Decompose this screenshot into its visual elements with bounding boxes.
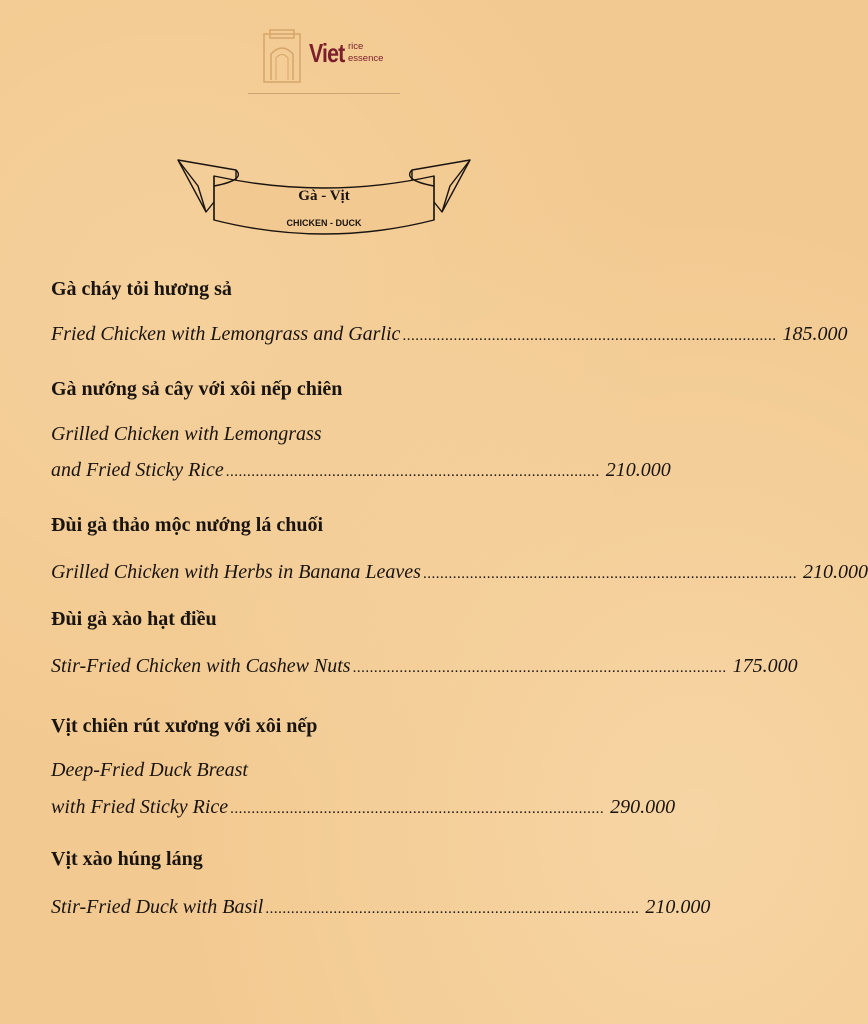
logo-wordmark: Viet — [309, 38, 345, 68]
house-frame-icon — [262, 28, 302, 84]
dish-name-en: Deep-Fried Duck Breast — [51, 759, 248, 781]
dot-leader: ........................................................................................ — [225, 464, 600, 480]
dish-name-en: Grilled Chicken with Lemongrass — [51, 423, 322, 445]
dish-row — [51, 655, 798, 678]
dish-name-en: Grilled Chicken with Herbs in Banana Leaves — [51, 561, 421, 583]
dot-leader: ........................................................................................ — [422, 566, 797, 582]
dish-price: 210.000 — [605, 459, 671, 481]
dish-price: 210.000 — [645, 896, 711, 918]
dot-leader: ........................................................................................ — [352, 660, 727, 676]
dish-price: 185.000 — [782, 323, 848, 345]
dish-name-vn: Đùi gà xào hạt điều — [51, 608, 217, 630]
section-subtitle: CHICKEN - DUCK — [286, 218, 362, 228]
dish-name-en: Fried Chicken with Lemongrass and Garlic — [51, 323, 401, 345]
dish-price: 210.000 — [802, 561, 868, 583]
dish-row — [51, 896, 711, 919]
restaurant-logo — [262, 28, 402, 88]
dot-leader: ........................................................................................ — [230, 801, 605, 817]
dot-leader: ........................................................................................ — [265, 901, 640, 917]
logo-tagline-bottom: essence — [348, 53, 384, 64]
logo-tagline-top: rice — [348, 41, 364, 52]
dish-name-vn: Gà cháy tỏi hương sả — [51, 278, 232, 300]
dish-name-en: and Fried Sticky Rice — [51, 459, 224, 481]
dish-price: 175.000 — [732, 655, 798, 677]
dish-name-vn: Vịt xào húng láng — [51, 848, 203, 870]
dish-name-en: Stir-Fried Duck with Basil — [51, 896, 264, 918]
dish-row — [51, 796, 676, 819]
dish-name-en: with Fried Sticky Rice — [51, 796, 229, 818]
dot-leader: ........................................................................................ — [402, 328, 777, 344]
dish-row — [51, 323, 848, 346]
dish-name-vn: Đùi gà thảo mộc nướng lá chuối — [51, 514, 324, 536]
dish-row — [51, 459, 671, 482]
dish-row — [51, 561, 868, 584]
dish-name-vn: Gà nướng sả cây với xôi nếp chiên — [51, 378, 343, 400]
dish-name-vn: Vịt chiên rút xương với xôi nếp — [51, 715, 318, 737]
section-title: Gà - Vịt — [298, 188, 350, 204]
logo-divider — [248, 93, 400, 94]
dish-name-en: Stir-Fried Chicken with Cashew Nuts — [51, 655, 351, 677]
dish-price: 290.000 — [610, 796, 676, 818]
